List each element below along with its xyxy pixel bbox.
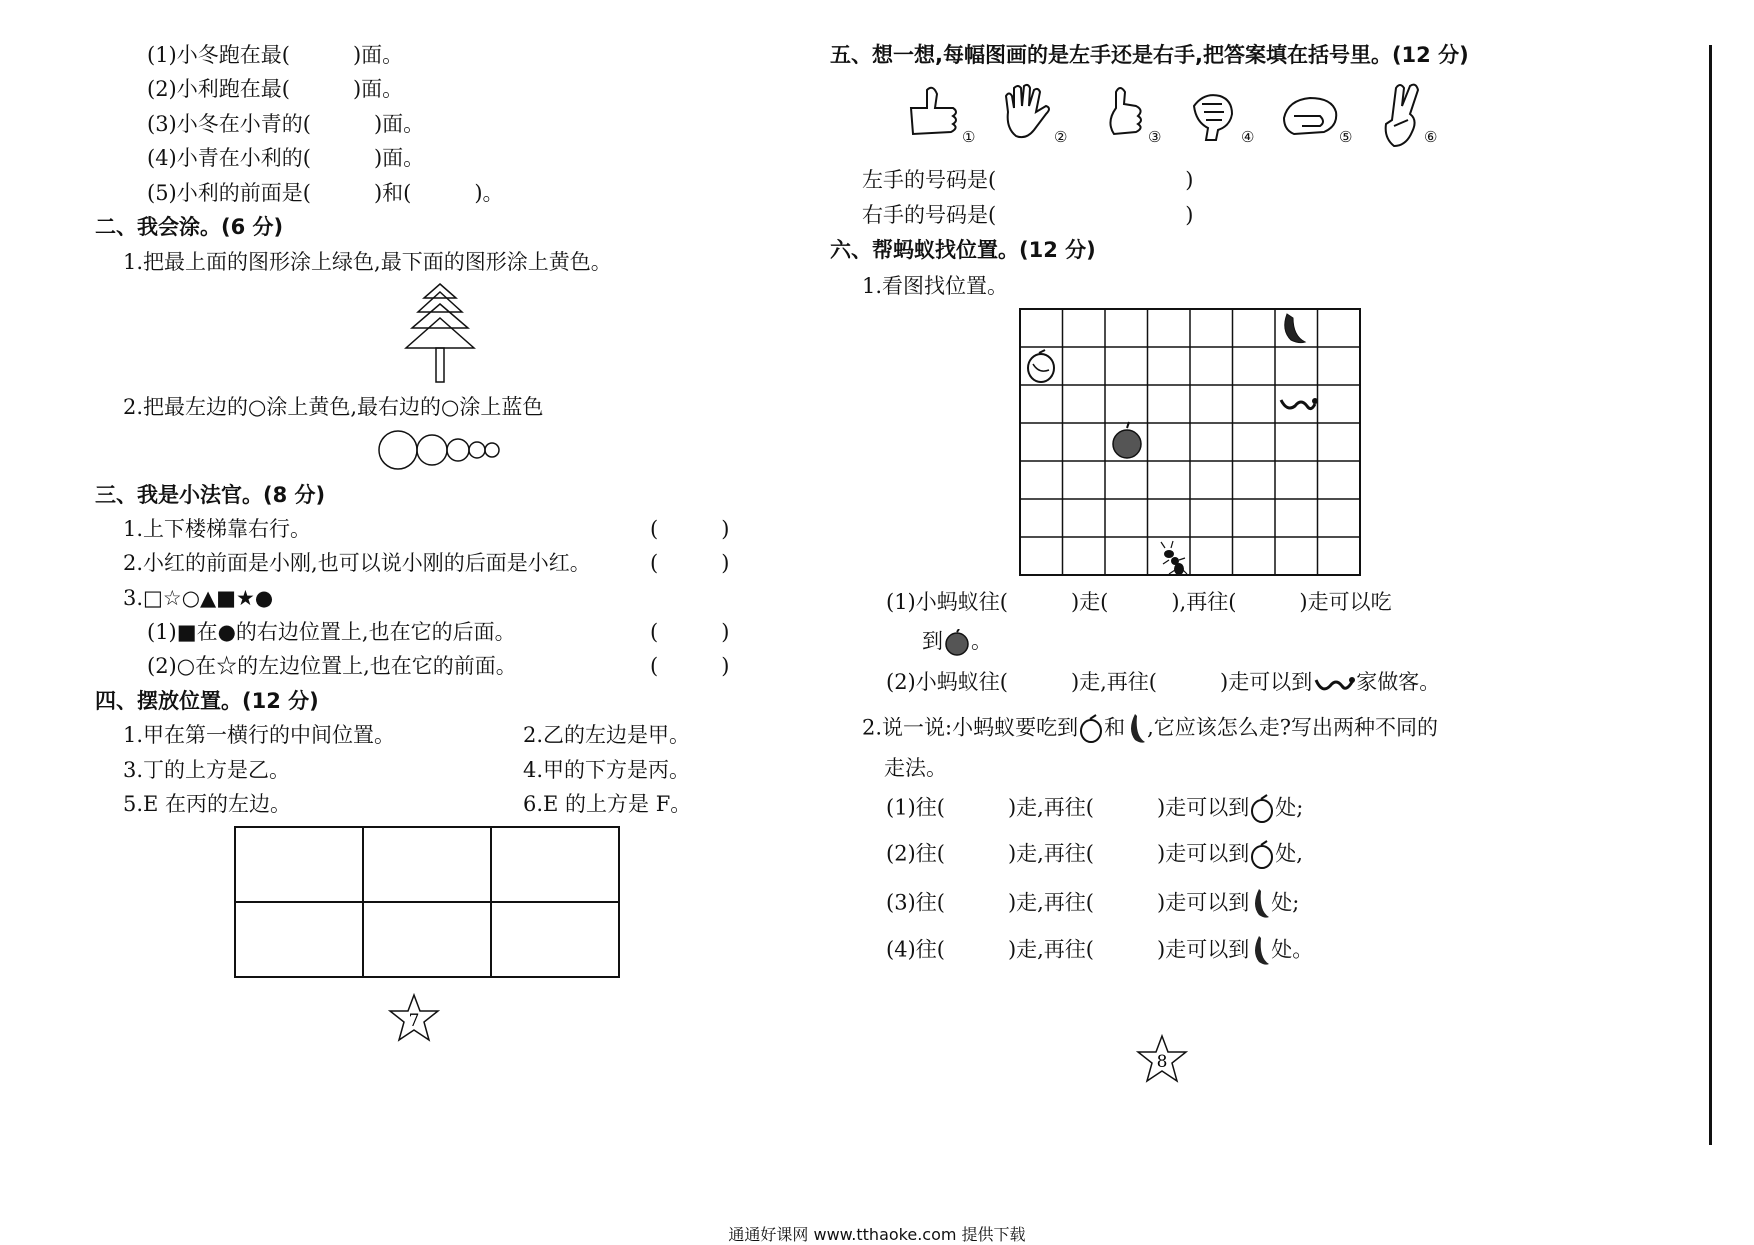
pear-icon: [1249, 794, 1275, 824]
hand-label-6: ⑥: [1424, 128, 1438, 146]
worm-icon: [1312, 672, 1356, 696]
apple-icon: [1113, 422, 1141, 458]
banana-icon: [1249, 934, 1271, 968]
way-1[interactable]: [886, 794, 1303, 824]
section-5-title: 五、想一想,每幅图画的是左手还是右手,把答案填在括号里。(12 分): [830, 43, 1469, 67]
way-3-end: 处;: [1271, 890, 1300, 915]
s6-q2-text-a: 2.说一说:小蚂蚁要吃到: [862, 715, 1079, 740]
thumbs-up-hand-icon: [905, 82, 963, 142]
footer-credit: 通通好课网 www.tthaoke.com 提供下载: [728, 1225, 1026, 1244]
fist-hand-icon: [1186, 86, 1244, 144]
s4-item-2: 2.乙的左边是甲。: [523, 723, 691, 747]
q1-item-5: (5)小利的前面是( )和( )。: [147, 181, 504, 205]
tree-figure[interactable]: [400, 282, 480, 384]
way-3-text: (3)往( )走,再往( )走可以到: [886, 890, 1250, 915]
svg-text:8: 8: [1156, 1052, 1168, 1072]
pointing-hand-icon: [1280, 92, 1342, 142]
hand-label-2: ②: [1054, 128, 1068, 146]
open-hand-icon: [998, 82, 1056, 144]
section-2-title: 二、我会涂。(6 分): [95, 215, 284, 239]
s4-item-6: 6.E 的上方是 F。: [523, 792, 692, 816]
star-page-badge: [1136, 1034, 1188, 1086]
s6-question-1: 1.看图找位置。: [862, 274, 1009, 298]
page-divider: [1709, 45, 1712, 1145]
thumbs-up-side-hand-icon: [1100, 82, 1150, 142]
way-2[interactable]: [886, 840, 1303, 870]
s3-sub-2: (2)○在☆的左边位置上,也在它的前面。: [147, 654, 517, 678]
way-1-end: 处;: [1275, 795, 1304, 820]
banana-icon: [1249, 887, 1271, 921]
s6-part-1a: (1)小蚂蚁往( )走( ),再往( )走可以吃: [886, 590, 1392, 614]
s3-item-1: 1.上下楼梯靠右行。: [123, 517, 312, 541]
s6-part-1b-text: 到: [922, 629, 943, 653]
pear-icon: [1078, 714, 1104, 744]
hand-2[interactable]: [998, 82, 1056, 149]
hand-label-3: ③: [1148, 128, 1162, 146]
hand-4[interactable]: [1186, 86, 1244, 149]
s3-sub-answer-1[interactable]: ( ): [650, 620, 730, 644]
way-4[interactable]: [886, 934, 1313, 968]
hand-label-1: ①: [962, 128, 976, 146]
s4-item-4: 4.甲的下方是丙。: [523, 758, 691, 782]
s6-part-1b-end: 。: [971, 629, 992, 653]
page-number-7: [388, 993, 440, 1045]
q1-item-4: (4)小青在小利的( )面。: [147, 146, 425, 170]
way-3[interactable]: [886, 887, 1299, 921]
svg-text:7: 7: [408, 1011, 420, 1031]
way-2-text: (2)往( )走,再往( )走可以到: [886, 841, 1250, 866]
ant-icon: [1161, 541, 1187, 575]
way-4-text: (4)往( )走,再往( )走可以到: [886, 937, 1250, 962]
s2-question-1: 1.把最上面的图形涂上绿色,最下面的图形涂上黄色。: [123, 250, 612, 274]
hand-label-4: ④: [1241, 128, 1255, 146]
s3-sub-1: (1)■在●的右边位置上,也在它的后面。: [147, 620, 516, 644]
s4-item-1: 1.甲在第一横行的中间位置。: [123, 723, 396, 747]
banana-icon: [1125, 712, 1147, 746]
s6-part-2: [886, 669, 1440, 696]
left-hand-answer[interactable]: 左手的号码是( ): [862, 168, 1194, 192]
s2-question-2: 2.把最左边的○涂上黄色,最右边的○涂上蓝色: [123, 395, 544, 419]
s3-answer-1[interactable]: ( ): [650, 517, 730, 541]
right-hand-answer[interactable]: 右手的号码是( ): [862, 203, 1194, 227]
worm-icon: [1281, 398, 1318, 409]
way-2-end: 处,: [1275, 841, 1303, 866]
hand-3[interactable]: [1100, 82, 1150, 147]
s6-q2-text-c: ,它应该怎么走?写出两种不同的: [1147, 715, 1439, 740]
s3-item-2: 2.小红的前面是小刚,也可以说小刚的后面是小红。: [123, 551, 591, 575]
hand-1[interactable]: [905, 82, 963, 147]
page-number-8: [1136, 1034, 1188, 1086]
s6-part-2b: 家做客。: [1356, 670, 1441, 694]
s6-q2-text-b: 和: [1104, 715, 1126, 740]
q1-item-3: (3)小冬在小青的( )面。: [147, 112, 425, 136]
s6-part-1b: [922, 628, 992, 657]
s3-sub-answer-2[interactable]: ( ): [650, 654, 730, 678]
hand-6[interactable]: [1378, 80, 1424, 157]
ant-map-grid[interactable]: [1019, 308, 1363, 578]
circles-figure[interactable]: [376, 428, 504, 472]
s6-part-2a: (2)小蚂蚁往( )走,再往( )走可以到: [886, 670, 1313, 694]
s3-answer-2[interactable]: ( ): [650, 551, 730, 575]
way-4-end: 处。: [1271, 937, 1314, 962]
apple-icon: [943, 629, 971, 657]
hand-label-5: ⑤: [1339, 128, 1353, 146]
section-3-title: 三、我是小法官。(8 分): [95, 483, 326, 507]
section-6-title: 六、帮蚂蚁找位置。(12 分): [830, 238, 1096, 262]
way-1-text: (1)往( )走,再往( )走可以到: [886, 795, 1250, 820]
placement-grid[interactable]: [234, 826, 620, 978]
q1-item-2: (2)小利跑在最( )面。: [147, 77, 404, 101]
section-4-title: 四、摆放位置。(12 分): [95, 689, 319, 713]
s3-question-3: 3.□☆○▲■★●: [123, 586, 274, 610]
s6-question-2: [862, 712, 1438, 746]
pear-icon: [1249, 840, 1275, 870]
crossed-fingers-hand-icon: [1378, 80, 1424, 152]
s6-question-2-cont: 走法。: [884, 756, 947, 780]
s4-item-5: 5.E 在丙的左边。: [123, 792, 292, 816]
star-page-badge: [388, 993, 440, 1045]
hand-5[interactable]: [1280, 92, 1342, 147]
banana-icon: [1285, 314, 1305, 343]
s4-item-3: 3.丁的上方是乙。: [123, 758, 291, 782]
q1-item-1: (1)小冬跑在最( )面。: [147, 43, 404, 67]
pear-icon: [1028, 350, 1054, 382]
